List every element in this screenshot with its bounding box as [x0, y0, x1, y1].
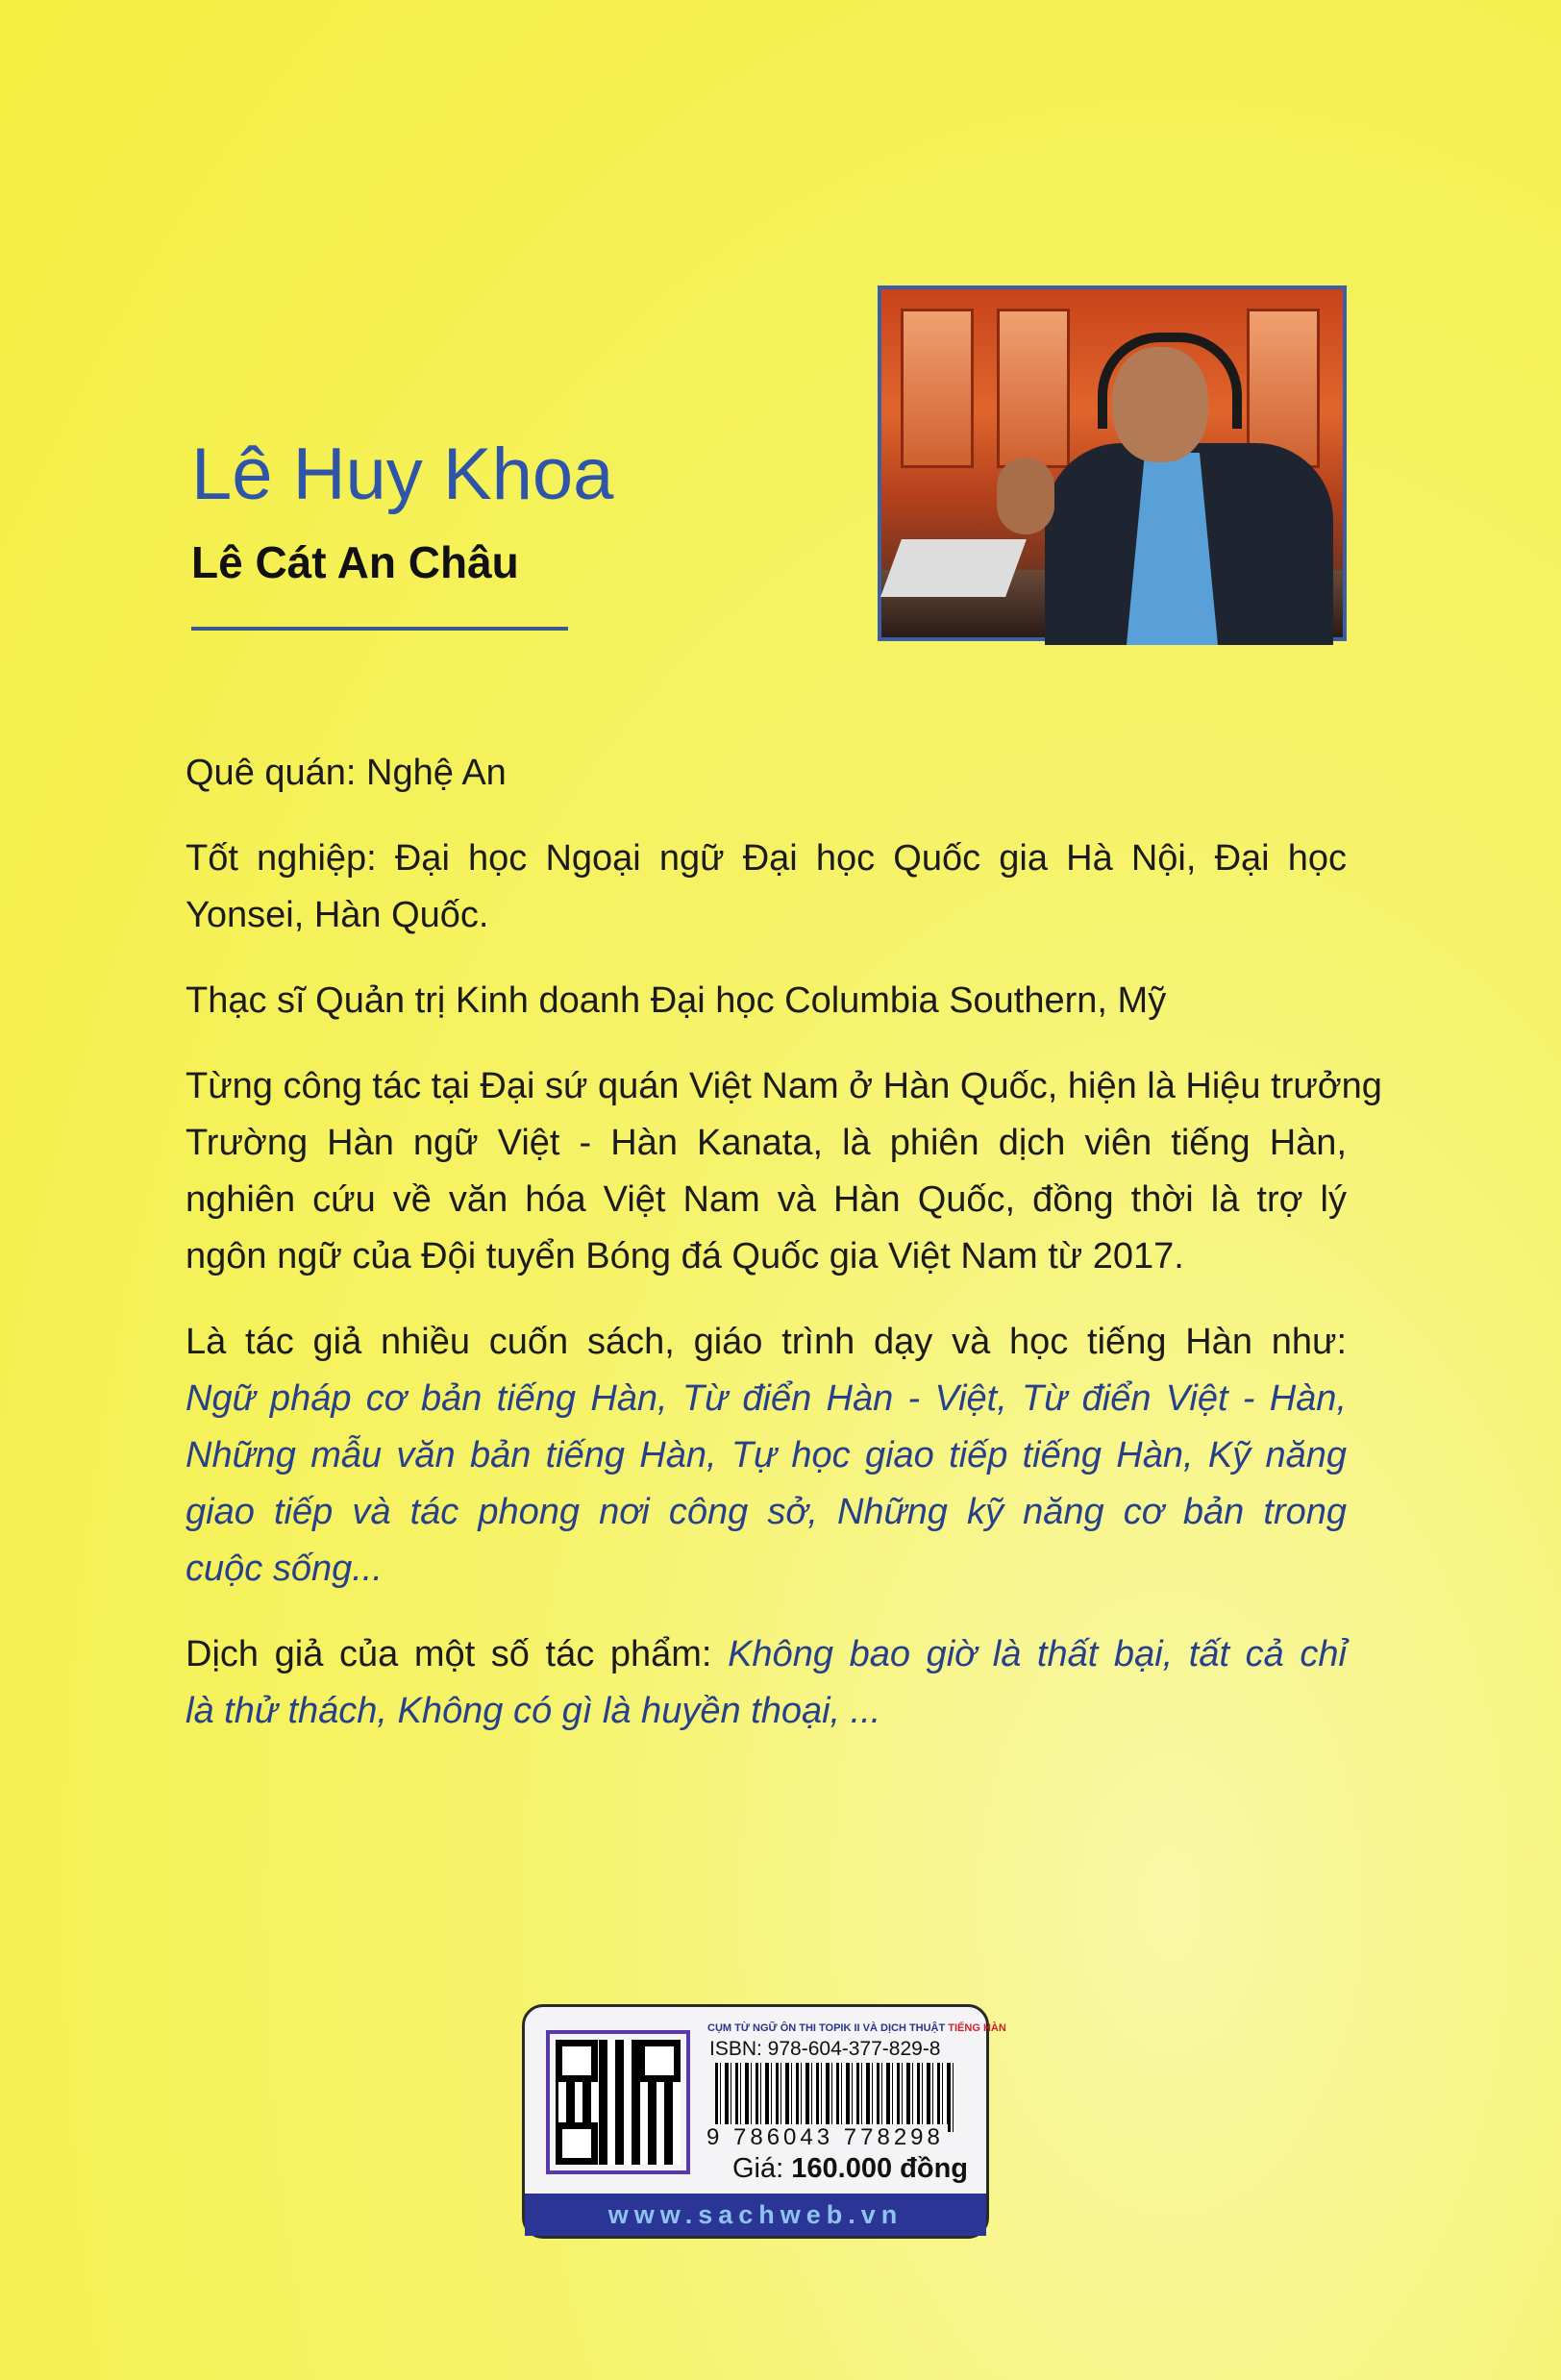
- bio-line: [186, 1115, 1347, 1172]
- author-bio: [186, 745, 1382, 1769]
- bio-line: [186, 1228, 1347, 1285]
- book-title-text: là thử thách, Không có gì là huyền thoại, ...: [186, 1691, 881, 1731]
- author-name: Lê Huy Khoa: [191, 434, 614, 515]
- bio-line: [186, 1541, 1347, 1598]
- bio-paragraph: [186, 1314, 1347, 1598]
- coauthor-name: Lê Cát An Châu: [191, 537, 519, 587]
- headphones: [1098, 333, 1242, 429]
- book-title-text: giao tiếp và tác phong nơi công sở, Những kỹ năng cơ bản trong: [186, 1492, 1347, 1532]
- isbn: ISBN: 978-604-377-829-8: [709, 2038, 941, 2060]
- bio-text: nghiên cứu về văn hóa Việt Nam và Hàn Quốc, đồng thời là trợ lý: [186, 1179, 1347, 1220]
- bio-text: Là tác giả nhiều cuốn sách, giáo trình dạy và học tiếng Hàn như:: [186, 1322, 1347, 1362]
- ean-number: 9 786043 778298: [703, 2124, 948, 2151]
- bio-line: [186, 1484, 1347, 1541]
- divider: [191, 627, 568, 631]
- bio-paragraph: [186, 1058, 1382, 1285]
- photo-laptop: [880, 539, 1027, 597]
- bio-text: Tốt nghiệp: Đại học Ngoại ngữ Đại học Quốc gia Hà Nội, Đại học: [186, 838, 1347, 879]
- bio-paragraph: [186, 745, 1347, 802]
- bio-line: [186, 887, 1347, 944]
- bio-paragraph: [186, 973, 1347, 1029]
- book-title-text: Những mẫu văn bản tiếng Hàn, Tự học giao tiếp tiếng Hàn, Kỹ năng: [186, 1435, 1347, 1475]
- bio-line: [186, 831, 1347, 887]
- bio-text: Yonsei, Hàn Quốc.: [186, 895, 489, 935]
- thumbs-up-hand: [997, 458, 1054, 534]
- website: www.sachweb.vn: [525, 2194, 986, 2236]
- bio-line: [186, 973, 1347, 1029]
- photo-window: [997, 309, 1070, 468]
- series-title-text: CỤM TỪ NGỮ ÔN THI TOPIK II VÀ DỊCH THUẬT: [707, 2022, 946, 2034]
- photo-window: [901, 309, 974, 468]
- bio-text: Dịch giả của một số tác phẩm:: [186, 1634, 729, 1674]
- bio-text: Trường Hàn ngữ Việt - Hàn Kanata, là phiên dịch viên tiếng Hàn,: [186, 1123, 1347, 1163]
- series-title-red: TIẾNG HÀN: [948, 2022, 1006, 2034]
- bio-line: [186, 1058, 1382, 1115]
- bio-paragraph: [186, 1626, 1347, 1740]
- price-barcode-sticker: [522, 2004, 1006, 2239]
- bio-paragraph: [186, 831, 1347, 944]
- price-value: 160.000 đồng: [791, 2153, 968, 2184]
- price-label: Giá:: [732, 2153, 784, 2184]
- bio-line: [186, 745, 1347, 802]
- qr-finder: [556, 2122, 598, 2165]
- qr-finder: [638, 2040, 681, 2082]
- bio-line: [186, 1626, 1347, 1683]
- book-title-text: cuộc sống...: [186, 1549, 383, 1589]
- bio-line: [186, 1427, 1347, 1484]
- bio-line: [186, 1683, 1347, 1740]
- bio-text: ngôn ngữ của Đội tuyển Bóng đá Quốc gia Việt Nam từ 2017.: [186, 1236, 1184, 1277]
- author-photo: [878, 285, 1347, 641]
- bio-text: Thạc sĩ Quản trị Kinh doanh Đại học Columbia Southern, Mỹ: [186, 980, 1167, 1021]
- price: [732, 2152, 968, 2185]
- qr-code: [546, 2030, 690, 2174]
- book-title-text: Ngữ pháp cơ bản tiếng Hàn, Từ điển Hàn - Việt, Từ điển Việt - Hàn,: [186, 1378, 1347, 1419]
- bio-text: Quê quán: Nghệ An: [186, 753, 507, 793]
- series-title: [707, 2022, 1006, 2034]
- barcode: [715, 2063, 955, 2132]
- bio-text: Từng công tác tại Đại sứ quán Việt Nam ở Hàn Quốc, hiện là Hiệu trưởng: [186, 1066, 1382, 1106]
- book-title-text: Không bao giờ là thất bại, tất cả chỉ: [728, 1634, 1347, 1674]
- bio-line: [186, 1371, 1347, 1427]
- bio-line: [186, 1314, 1347, 1371]
- qr-finder: [556, 2040, 598, 2082]
- bio-line: [186, 1172, 1347, 1228]
